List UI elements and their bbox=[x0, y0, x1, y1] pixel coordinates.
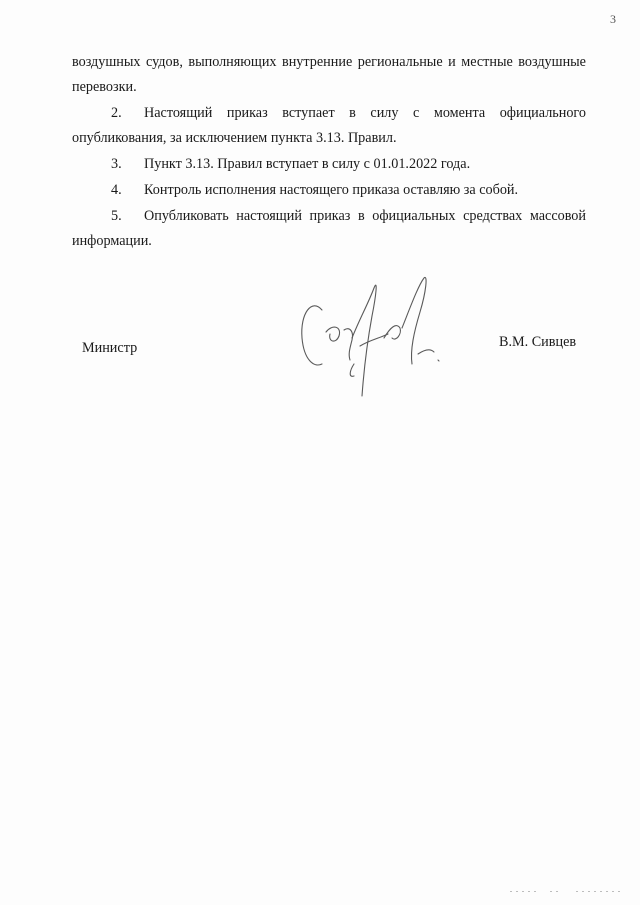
signature-stroke bbox=[326, 327, 340, 341]
paragraph-text: воздушных судов, выполняющих внутренние региональные и местные воздушные перевозки. bbox=[72, 54, 586, 95]
paragraph-number: 5. bbox=[111, 208, 122, 224]
signature-stroke bbox=[302, 306, 322, 365]
signature-stroke bbox=[344, 329, 353, 360]
paragraph-number: 3. bbox=[111, 156, 122, 172]
page-number: 3 bbox=[610, 12, 616, 26]
signature-stroke bbox=[438, 360, 439, 361]
signatory-name: В.М. Сивцев bbox=[499, 334, 577, 350]
signatory-title: Министр bbox=[82, 340, 138, 356]
paragraph-text: Настоящий приказ вступает в силу с момента официального опубликования, за исключением пункта 3.13. Правил. bbox=[72, 105, 586, 146]
signature-stroke bbox=[384, 326, 400, 339]
paragraph-number: 4. bbox=[111, 182, 122, 198]
signature-stroke bbox=[350, 364, 354, 376]
paragraph-text: Опубликовать настоящий приказ в официальных средствах массовой информации. bbox=[72, 208, 586, 249]
scan-artifact bbox=[510, 888, 630, 894]
signature-stroke bbox=[418, 350, 434, 354]
signature-stroke bbox=[360, 334, 388, 346]
paragraph-number: 2. bbox=[111, 105, 122, 121]
handwritten-signature bbox=[292, 268, 452, 408]
paragraph-text: Контроль исполнения настоящего приказа оставляю за собой. bbox=[144, 182, 519, 198]
paragraph-text: Пункт 3.13. Правил вступает в силу с 01.01.2022 года. bbox=[144, 156, 471, 172]
